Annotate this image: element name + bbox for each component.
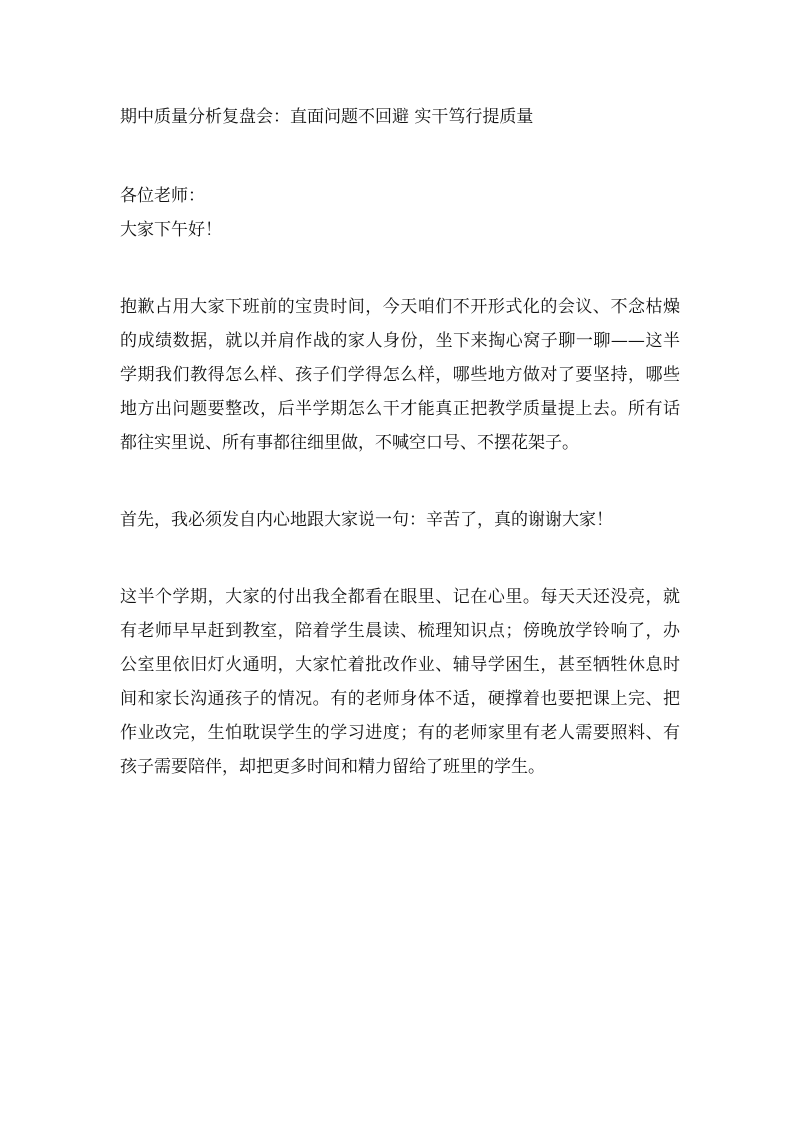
document-title: 期中质量分析复盘会：直面问题不回避 实干笃行提质量 (120, 107, 534, 127)
paragraph-opening: 抱歉占用大家下班前的宝贵时间，今天咱们不开形式化的会议、不念枯燥的成绩数据，就以并肩作战的家人身份，坐下来掏心窝子聊一聊——这半学期我们教得怎么样、孩子们学得怎么样，哪些地方做对了要坚持，哪些地方出问题要整改，后半学期怎么干才能真正把教学质量提上去。所有话都往实里说、所有事都往细里做，不喊空口号、不摆花架子。 (120, 297, 680, 453)
paragraph-thanks: 首先，我必须发自内心地跟大家说一句：辛苦了，真的谢谢大家！ (120, 510, 613, 530)
document-body (120, 100, 680, 784)
salutation: 各位老师： (120, 186, 205, 206)
paragraph-efforts: 这半个学期，大家的付出我全都看在眼里、记在心里。每天天还没亮，就有老师早早赶到教室，陪着学生晨读、梳理知识点；傍晚放学铃响了，办公室里依旧灯火通明，大家忙着批改作业、辅导学困生，甚至牺牲休息时间和家长沟通孩子的情况。有的老师身体不适，硬撑着也要把课上完、把作业改完，生怕耽误学生的学习进度；有的老师家里有老人需要照料、有孩子需要陪伴，却把更多时间和精力留给了班里的学生。 (120, 587, 680, 777)
greeting-line: 大家下午好！ (120, 220, 222, 240)
